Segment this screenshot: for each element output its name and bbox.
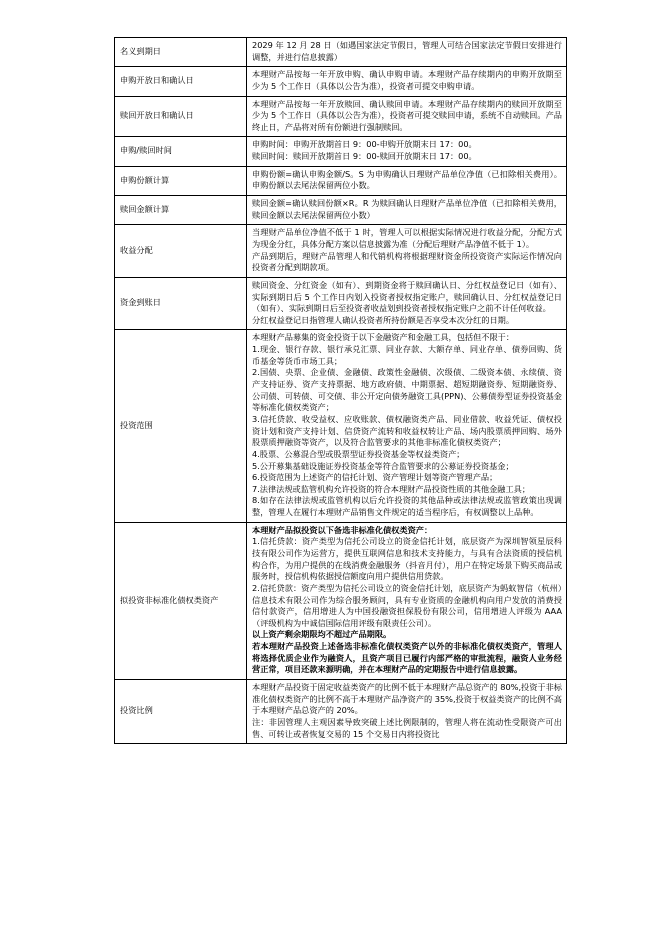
row-value-paragraph: 7.法律法规或监管机构允许投资的符合本理财产品投资性质的其他金融工具；: [252, 483, 531, 494]
row-value-paragraph: 产品到期后，理财产品管理人和代销机构将根据理财资金所投资资产实际运作情况向投资者分配到期款项。: [252, 250, 562, 273]
row-value-paragraph: 本理财产品募集的资金投资于以下金融资产和金融工具，包括但不限于：: [252, 332, 515, 343]
row-value-paragraph: 当理财产品单位净值不低于 1 时，管理人可以根据实际情况进行收益分配，分配方式为现金分红，具体分配方案以信息披露为准（分配后理财产品净值不低于 1）。: [252, 227, 562, 249]
row-value-paragraph: 本理财产品拟投资以下备选非标准化债权类资产：: [252, 524, 433, 535]
row-value: [247, 137, 567, 166]
row-value: [247, 330, 567, 522]
table-row: [115, 67, 567, 96]
product-terms-table: [114, 37, 567, 744]
row-label: 拟投资非标准化债权类资产: [115, 522, 247, 679]
row-value-paragraph: 分红权益登记日指管理人确认投资者所持份额是否享受本次分红的日期。: [252, 314, 515, 325]
row-value-paragraph: 以上资产剩余期限均不超过产品期限。: [252, 629, 392, 640]
row-value-paragraph: 4.股票、公募混合型或股票型证券投资基金等权益类资产；: [252, 448, 465, 459]
row-value-paragraph: 申购时间：申购开放期首日 9：00-申购开放期末日 17：00。: [252, 139, 477, 150]
row-label: 投资范围: [115, 330, 247, 522]
row-label: 赎回开放日和确认日: [115, 96, 247, 137]
table-row: [115, 38, 567, 67]
row-value-paragraph: 8.如存在法律法规或监管机构以后允许投资的其他品种或法律法规或监管政策出现调整，管理人在履行本理财产品销售文件规定的适当程序后，有权调整以上品种。: [252, 495, 562, 518]
row-value-paragraph: 申购份额=确认申购金额/S。S 为申购确认日理财产品单位净值（已扣除相关费用）。申购份额以去尾法保留两位小数。: [252, 168, 562, 191]
table-row: [115, 166, 567, 195]
row-value: [247, 522, 567, 679]
table-row: [115, 196, 567, 225]
row-value-paragraph: 注：非因管理人主观因素导致突破上述比例限制的，管理人将在流动性受限资产可出售、可转让或者恢复交易的 15 个交易日内将投资比: [252, 716, 562, 739]
row-label: 赎回金额计算: [115, 196, 247, 225]
row-label: 申购/赎回时间: [115, 137, 247, 166]
row-value-paragraph: 2.信托贷款：资产类型为信托公司设立的资金信托计划，底层资产为蚂蚁智信（杭州）信息技术有限公司作为综合服务顾问，具有专业资质的金融机构向用户发放的消费授信付款资产，信用增进人为中国投融资担保股份有限公司，信用增进人评级为 AAA（评级机构为中诚信国际信用评级有限责任公司）。: [252, 582, 562, 628]
row-value: [247, 196, 567, 225]
row-label: 申购份额计算: [115, 166, 247, 195]
row-value-paragraph: 本理财产品按每一年开放申购、确认申购申请。本理财产品存续期内的申购开放期至少为 5 个工作日（具体以公告为准），投资者可提交申购申请。: [252, 69, 562, 91]
table-row: [115, 522, 567, 679]
table-row: [115, 277, 567, 330]
table-body: [115, 38, 567, 744]
row-value: [247, 680, 567, 744]
row-value-paragraph: 赎回资金、分红资金（如有）、到期资金将于赎回确认日、分红权益登记日（如有）、实际到期日后 5 个工作日内划入投资者授权指定账户，赎回确认日、分红权益登记日（如有）、实际到期日后至投资者收益划到投资者授权指定账户之前不计任何收益。: [252, 279, 562, 314]
row-value: [247, 38, 567, 67]
row-value-paragraph: 2.国债、央票、企业债、金融债、政策性金融债、次级债、二级资本债、永续债、资产支持证券、资产支持票据、地方政府债、中期票据、超短期融资券、短期融资券、公司债、可转债、可交债、非公开定向债务融资工具(PPN)、公募债券型证券投资基金等标准化债权类资产；: [252, 367, 562, 413]
table-row: [115, 225, 567, 278]
row-value: [247, 96, 567, 137]
row-value-paragraph: 5.公开募集基础设施证券投资基金等符合监管要求的公募证券投资基金；: [252, 460, 514, 471]
row-value-paragraph: 本理财产品按每一年开放赎回、确认赎回申请。本理财产品存续期内的赎回开放期至少为 5 个工作日（具体以公告为准），投资者可提交赎回申请，系统不自动赎回。产品终止日，产品将对所有份额进行强制赎回。: [252, 98, 562, 132]
row-value: [247, 166, 567, 195]
row-value-paragraph: 2029 年 12 月 28 日（如遇国家法定节假日，管理人可结合国家法定节假日安排进行调整，并进行信息披露）: [252, 40, 562, 62]
row-value-paragraph: 赎回时间：赎回开放期首日 9：00-赎回开放期末日 17：00。: [252, 151, 477, 162]
row-value-paragraph: 1.信托贷款：资产类型为信托公司设立的资金信托计划，底层资产为深圳智领星辰科技有限公司作为运营方，提供互联网信息和技术支持能力，与具有合法资质的授信机构合作，为用户提供的在线消费金融服务（抖音月付），用户在特定场景下购买商品或服务时，授信机构依据授信额度向用户提供信用贷款。: [252, 536, 562, 582]
row-value-paragraph: 6.投资范围为上述资产的信托计划、资产管理计划等资产管理产品；: [252, 472, 498, 483]
table-row: [115, 680, 567, 744]
row-value: [247, 225, 567, 278]
row-value-paragraph: 若本理财产品投资上述备选非标准化债权类资产以外的非标准化债权类资产，管理人将选择优质企业作为融资人，且资产项目已履行内部严格的审批流程，融资人业务经营正常，项目还款来源明确，并在本理财产品的定期报告中进行信息披露。: [252, 641, 562, 675]
row-value-paragraph: 3.信托贷款、收受益权、应收账款、债权融资类产品、同业借款、收益凭证、债权投资计划和资产支持计划、信贷资产流转和收益权转让产品、场内股票质押回购、场外股票质押融资等资产，以及符合监管要求的其他非标准化债权类资产；: [252, 413, 562, 448]
row-value: [247, 277, 567, 330]
row-label: 资金到账日: [115, 277, 247, 330]
row-label: 收益分配: [115, 225, 247, 278]
row-value-paragraph: 本理财产品投资于固定收益类资产的比例不低于本理财产品总资产的 80%,投资于非标准化债权类资产的比例不高于本理财产品净资产的 35%,投资于权益类资产的比例不高于本理财产品总资产的 20%。: [252, 682, 562, 716]
row-value-paragraph: 1.现金、银行存款、银行承兑汇票、同业存款、大额存单、同业存单、债券回购、货币基金等货币市场工具；: [252, 344, 562, 366]
row-label: 名义到期日: [115, 38, 247, 67]
table-row: [115, 96, 567, 137]
row-label: 投资比例: [115, 680, 247, 744]
table-row: [115, 137, 567, 166]
row-value-paragraph: 赎回金额=确认赎回份额×R。R 为赎回确认日理财产品单位净值（已扣除相关费用，赎回金额以去尾法保留两位小数）: [252, 198, 562, 220]
row-value: [247, 67, 567, 96]
row-label: 申购开放日和确认日: [115, 67, 247, 96]
table-row: [115, 330, 567, 522]
